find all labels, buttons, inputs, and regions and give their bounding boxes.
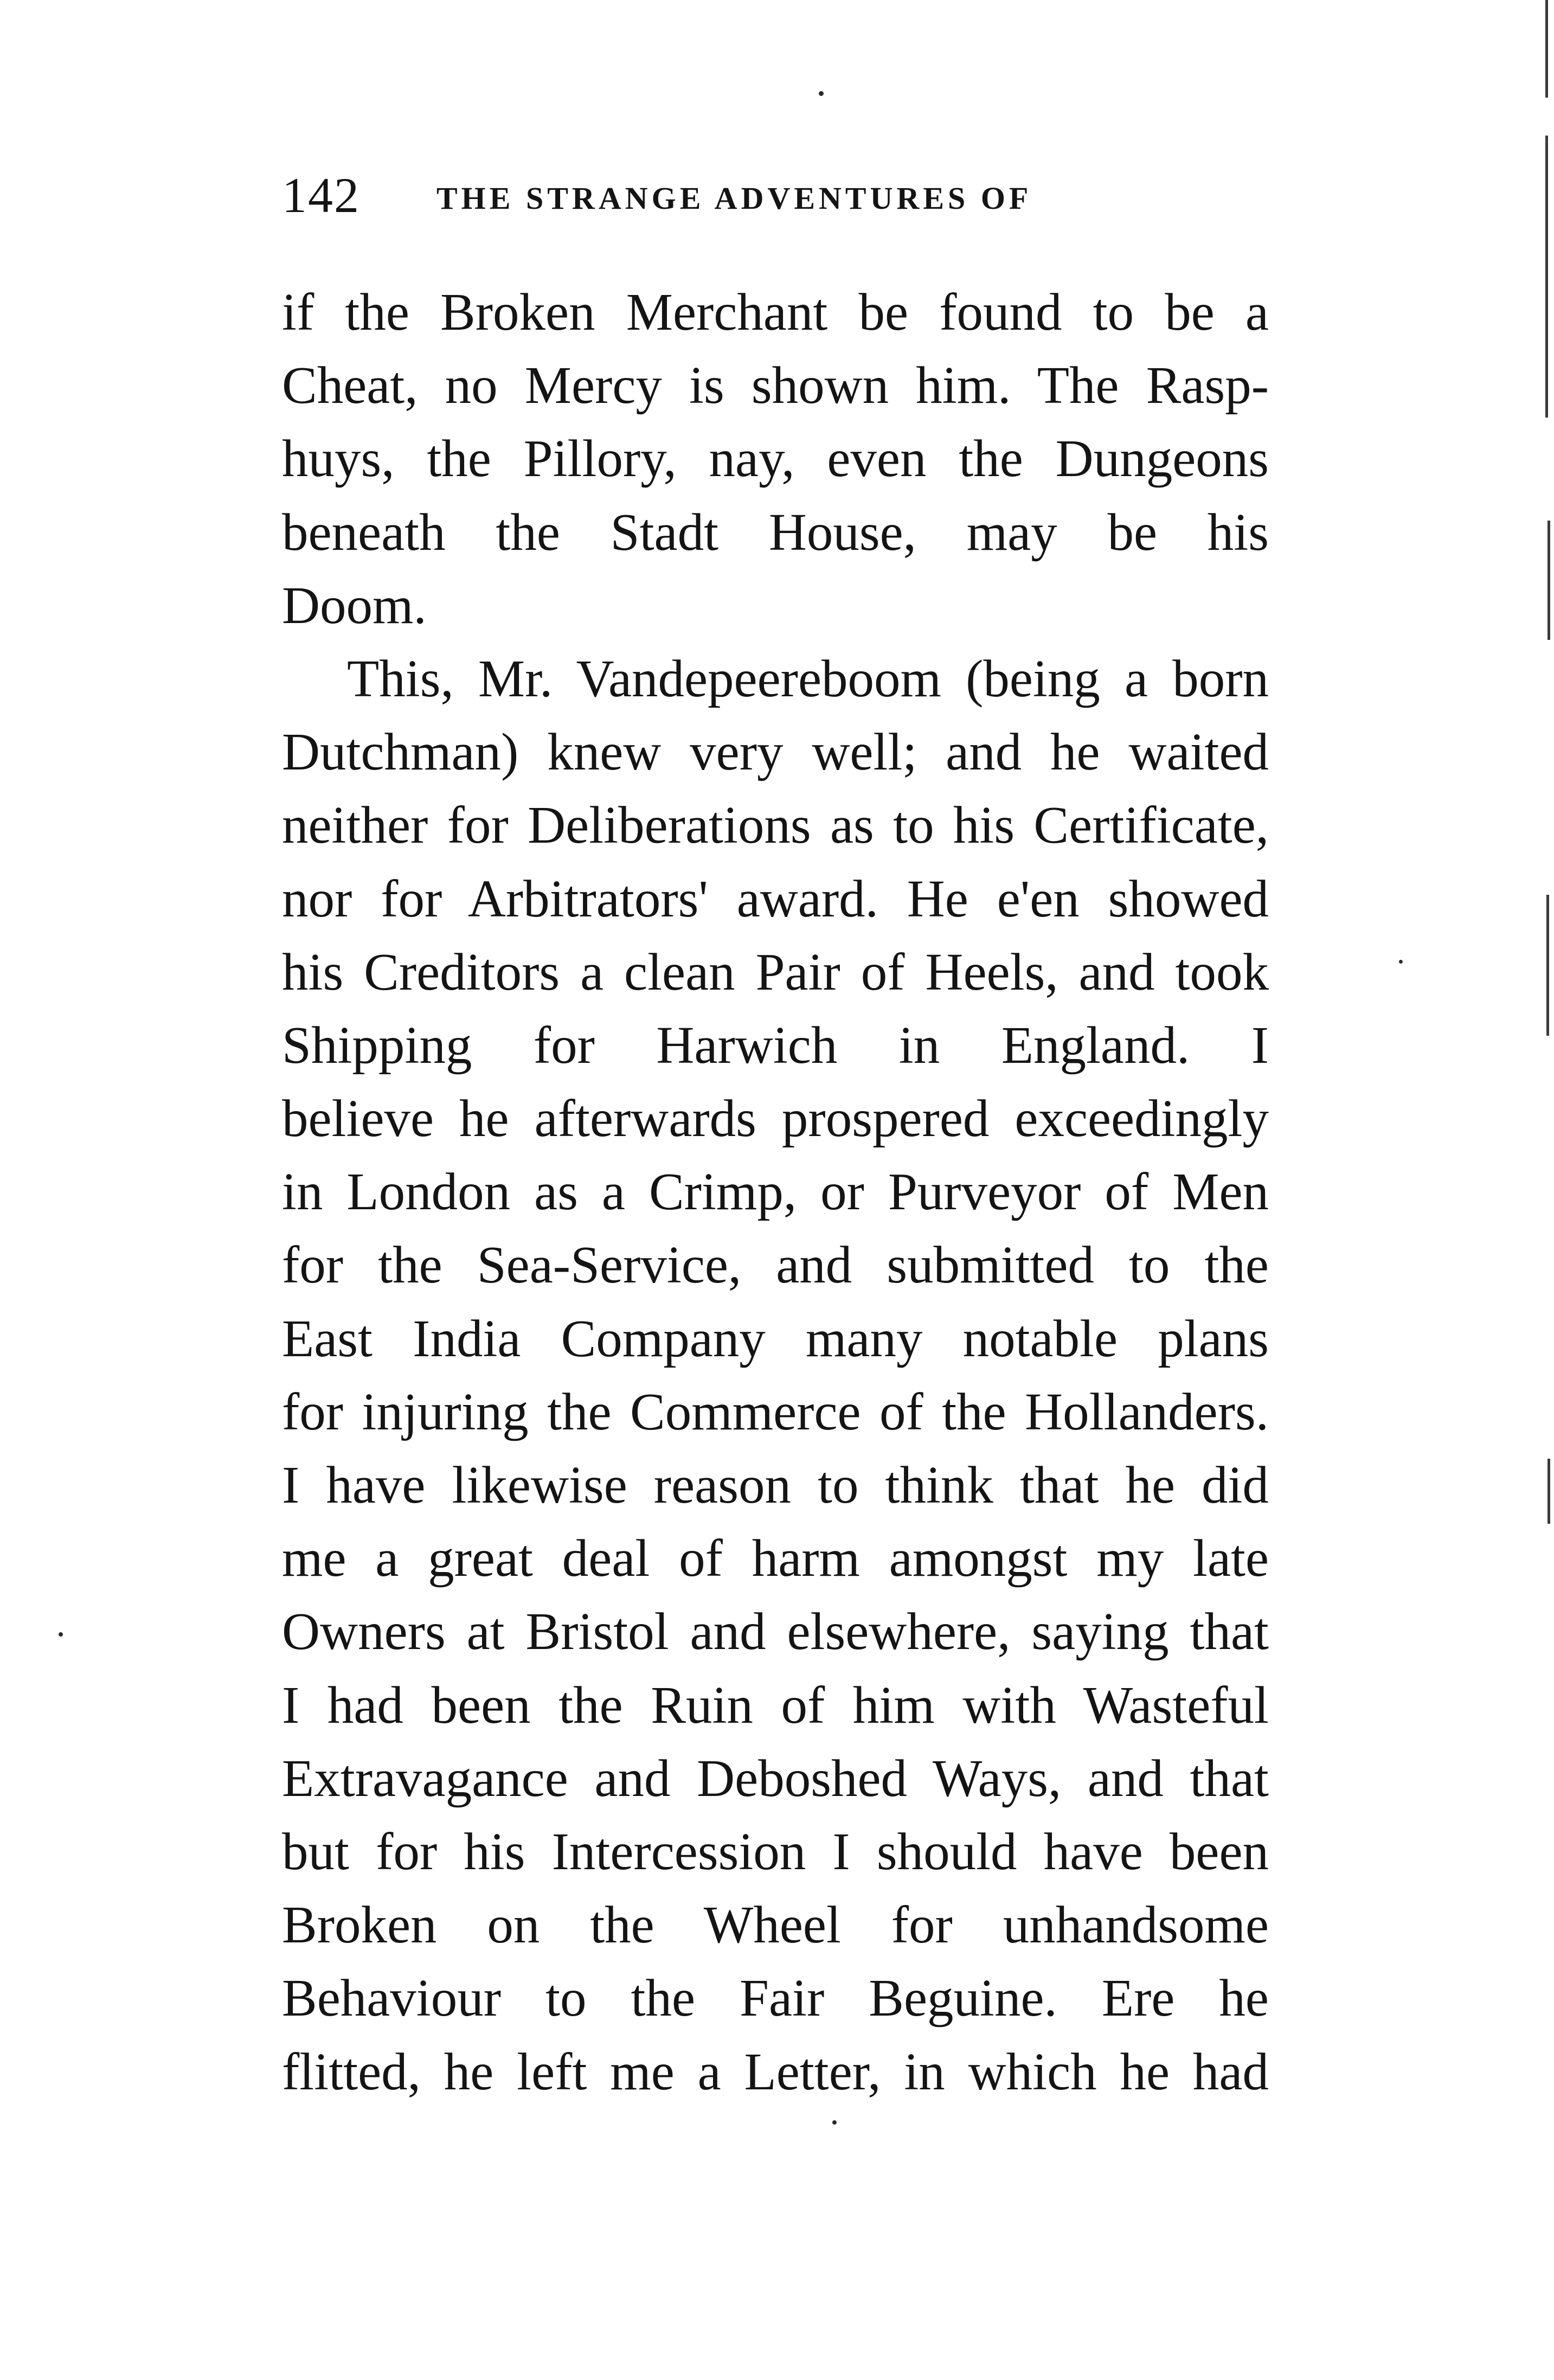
text-line: believe he afterwards prospered exceedingly — [282, 1089, 1269, 1148]
text-line: nor for Arbitrators' award. He e'en showed — [282, 869, 1269, 928]
page-header — [282, 163, 1312, 228]
page-edge-mark — [1545, 0, 1548, 98]
text-line: Owners at Bristol and elsewhere, saying that — [282, 1602, 1269, 1661]
text-line: huys, the Pillory, nay, even the Dungeons — [282, 429, 1269, 488]
text-line: I had been the Ruin of him with Wasteful — [282, 1676, 1269, 1734]
text-line: Extravagance and Deboshed Ways, and that — [282, 1749, 1269, 1807]
scan-speck — [832, 2120, 837, 2125]
page-edge-mark — [1547, 521, 1550, 640]
text-line: but for his Intercession I should have been — [282, 1822, 1269, 1881]
text-line: Cheat, no Mercy is shown him. The Rasp- — [282, 356, 1269, 415]
page-edge-mark — [1547, 1459, 1550, 1524]
page-edge-mark — [1546, 895, 1549, 1036]
page-edge-mark — [1545, 136, 1548, 418]
text-line: Broken on the Wheel for unhandsome — [282, 1896, 1269, 1954]
text-line: Dutchman) knew very well; and he waited — [282, 723, 1269, 781]
scan-speck — [1399, 960, 1403, 964]
text-line: Behaviour to the Fair Beguine. Ere he — [282, 1969, 1269, 2028]
page-number: 142 — [282, 168, 360, 223]
body-text — [282, 275, 1269, 2108]
text-line: East India Company many notable plans — [282, 1309, 1269, 1368]
text-line: beneath the Stadt House, may be his — [282, 503, 1269, 561]
text-line: Shipping for Harwich in England. I — [282, 1016, 1269, 1074]
text-line: I have likewise reason to think that he did — [282, 1456, 1269, 1514]
text-line: for injuring the Commerce of the Hollanders. — [282, 1382, 1269, 1441]
scan-speck — [819, 91, 824, 96]
text-line: Doom. — [282, 576, 427, 634]
scan-speck — [59, 1632, 63, 1637]
text-line: if the Broken Merchant be found to be a — [282, 283, 1269, 341]
text-line: for the Sea-Service, and submitted to the — [282, 1236, 1269, 1294]
text-line: in London as a Crimp, or Purveyor of Men — [282, 1163, 1269, 1221]
running-head: THE STRANGE ADVENTURES OF — [436, 181, 1032, 216]
text-line: neither for Deliberations as to his Certificate, — [282, 796, 1269, 855]
text-line: me a great deal of harm amongst my late — [282, 1529, 1269, 1588]
text-line: his Creditors a clean Pair of Heels, and took — [282, 942, 1269, 1001]
text-line: flitted, he left me a Letter, in which he had — [282, 2042, 1269, 2101]
text-line: This, Mr. Vandepeereboom (being a born — [347, 649, 1269, 708]
